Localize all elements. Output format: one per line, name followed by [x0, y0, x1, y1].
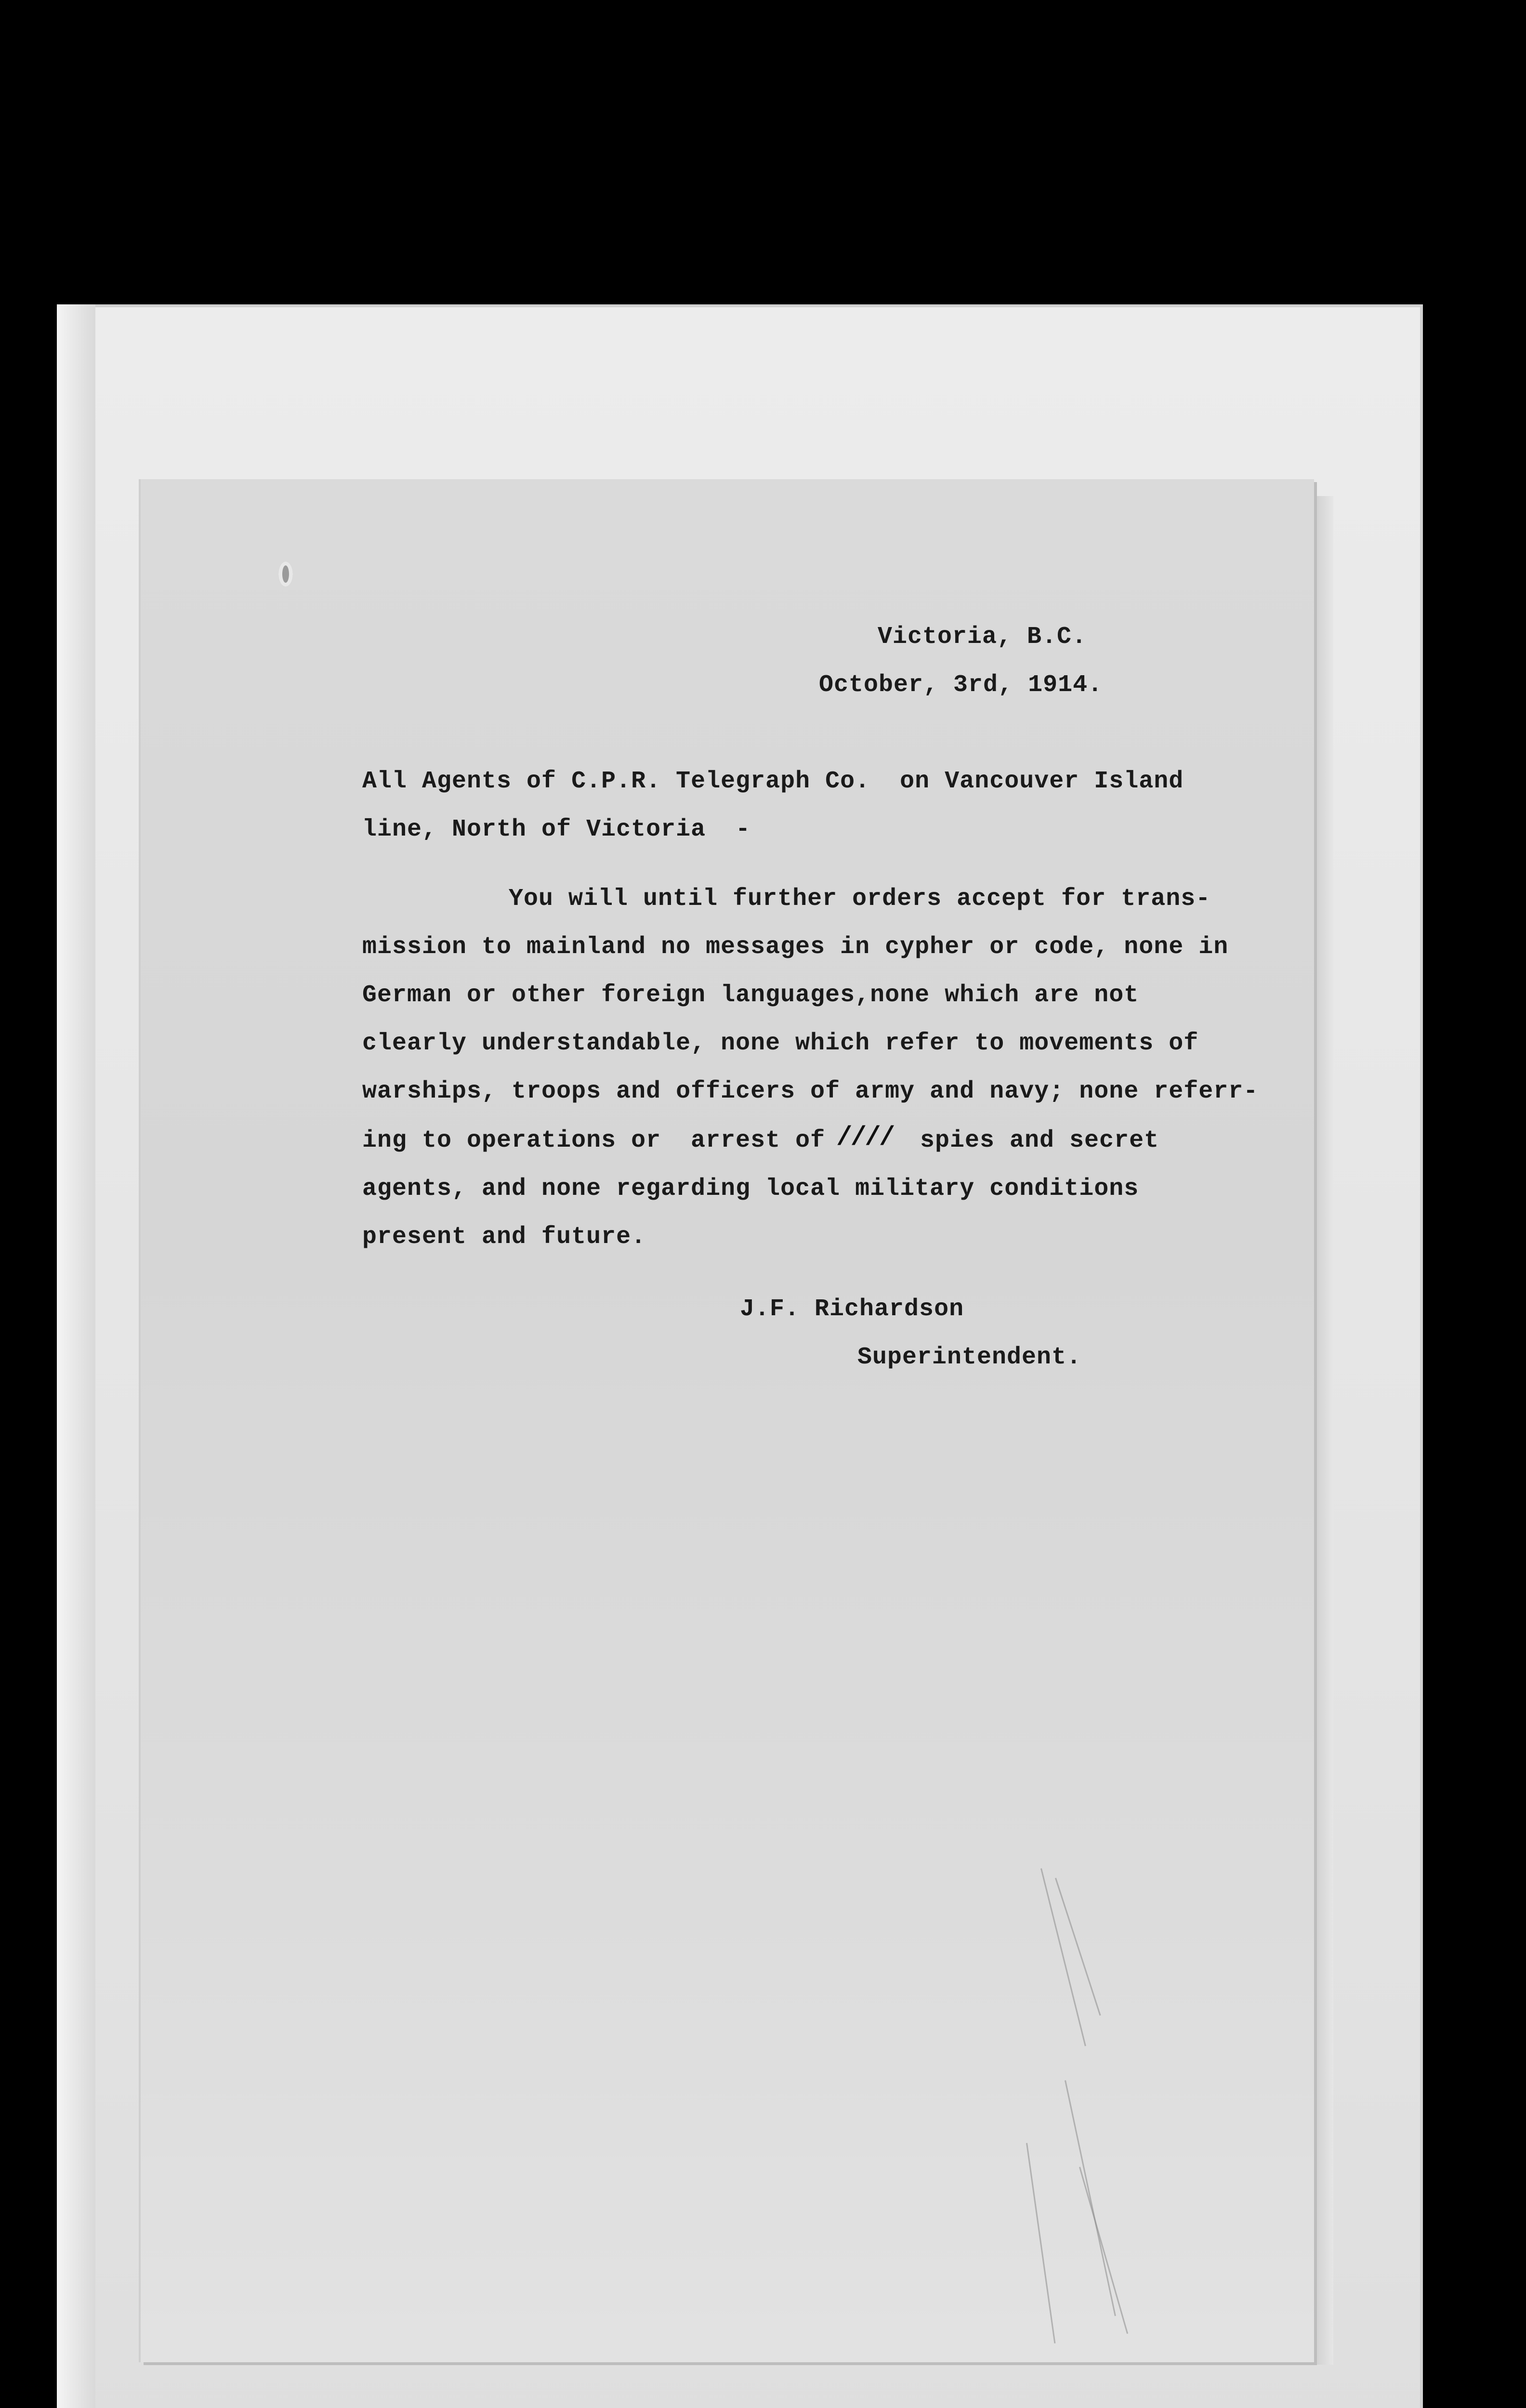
signature-title: Superintendent.: [857, 1344, 1082, 1371]
letter-body-line-6b: spies and secret: [920, 1127, 1159, 1154]
letter-body-line-3: German or other foreign languages,none which are not: [362, 982, 1139, 1009]
punch-hole: [278, 562, 293, 587]
letter-address-line-1: All Agents of C.P.R. Telegraph Co. on Vancouver Island: [362, 768, 1184, 795]
mount-sheet-edge: [57, 304, 95, 2408]
letter-place: Victoria, B.C.: [878, 623, 1087, 651]
letter-body-line-4: clearly understandable, none which refer to movements of: [362, 1030, 1199, 1057]
letter-body-line-2: mission to mainland no messages in cypher or code, none in: [362, 933, 1229, 961]
letter-address-line-2: line, North of Victoria -: [362, 816, 751, 843]
letter-body-line-6a: ing to operations or arrest of: [362, 1127, 826, 1154]
signature-name: J.F. Richardson: [740, 1296, 964, 1323]
letter-edge-shadow: [1314, 496, 1333, 2365]
struck-out-word: [836, 1129, 896, 1153]
letter-body-line-8: present and future.: [362, 1223, 646, 1251]
letter-body-line-7: agents, and none regarding local military conditions: [362, 1175, 1139, 1203]
letter-body-line-1: You will until further orders accept for trans-: [509, 885, 1211, 913]
letter-page: [141, 479, 1314, 2362]
letter-date: October, 3rd, 1914.: [819, 671, 1103, 699]
letter-body-line-5: warships, troops and officers of army and navy; none referr-: [362, 1078, 1259, 1105]
